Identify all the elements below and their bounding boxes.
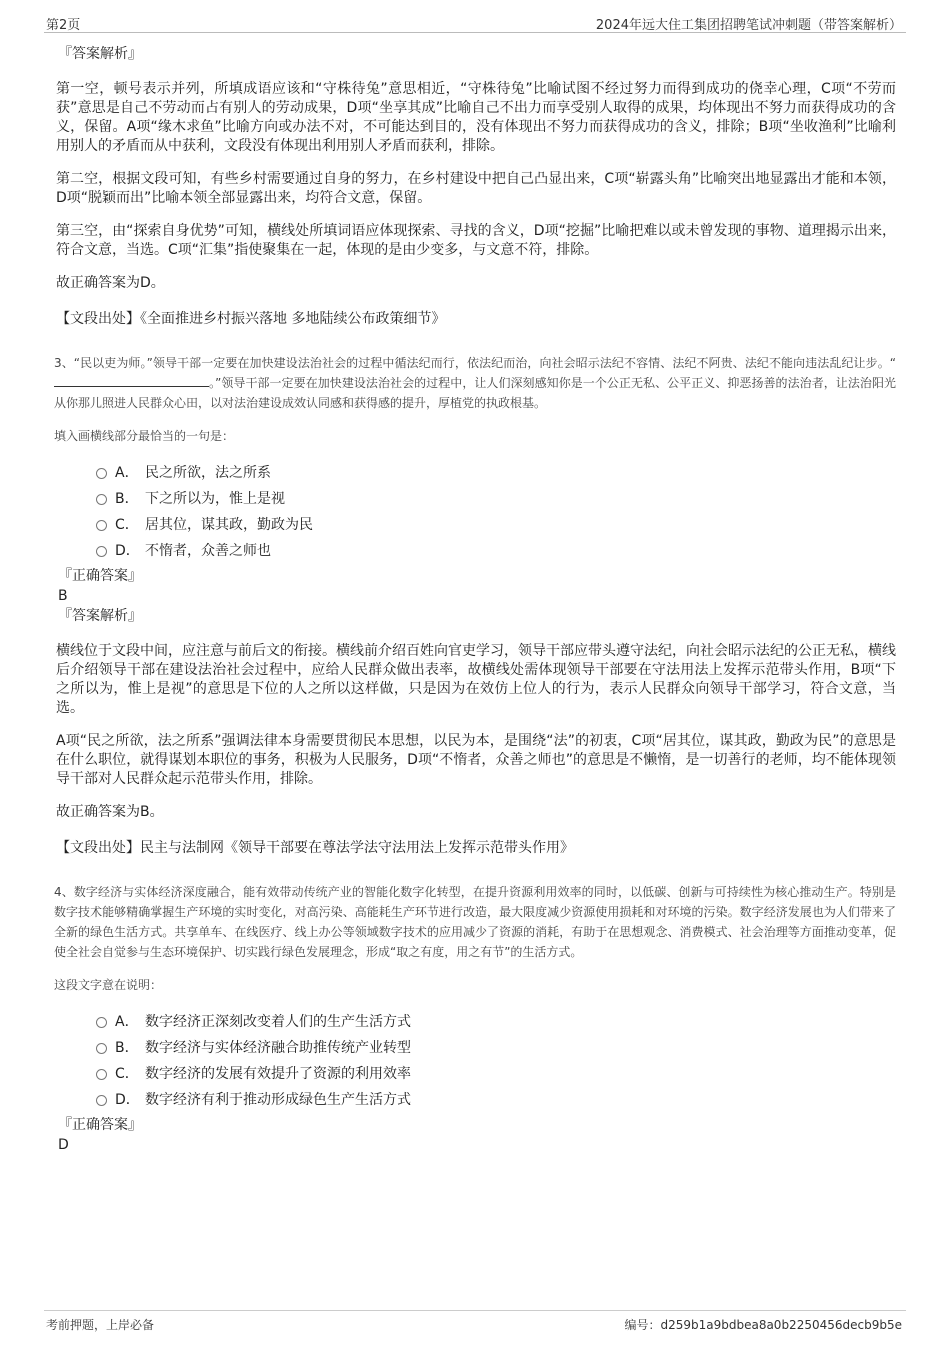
q4-question-text: 4、数字经济与实体经济深度融合，能有效带动传统产业的智能化数字化转型，在提升资源利用效率的同时，以低碳、创新与可持续性为核心推动生产。特别是数字技术能够精确掌握生产环境的实时变化，对高污染、高能耗生产环节进行改造，最大限度减少资源使用损耗和对环境的污染。数字经济发展也为人们带来了全新的绿色生活方式。共享单车、在线医疗、线上办公等领域数字技术的应用减少了资源的消耗，有助于在思想观念、消费模式、社会治理等方面推动变革，促使全社会自觉参与生态环境保护、切实践行绿色发展理念，形成“取之有度，用之有节”的生活方式。 bbox=[54, 885, 896, 959]
radio-icon[interactable] bbox=[96, 494, 107, 505]
page-footer bbox=[44, 1310, 906, 1335]
q4-option-d[interactable]: D． 数字经济有利于推动形成绿色生产生活方式 bbox=[96, 1089, 896, 1115]
q4-option-b[interactable]: B． 数字经济与实体经济融合助推传统产业转型 bbox=[96, 1037, 896, 1063]
q2-source: 【文段出处】《全面推进乡村振兴落地 多地陆续公布政策细节》 bbox=[56, 311, 446, 327]
q4-option-c[interactable]: C． 数字经济的发展有效提升了资源的利用效率 bbox=[96, 1063, 896, 1089]
q3-option-c[interactable]: C． 居其位，谋其政，勤政为民 bbox=[96, 514, 896, 540]
q3-analysis-paragraph-1: 横线位于文段中间，应注意与前后文的衔接。横线前介绍百姓向官吏学习，领导干部应带头遵守法纪，向社会昭示法纪的公正无私，横线后介绍领导干部在建设法治社会过程中，应给人民群众做出表率，故横线处需体现领导干部要在守法用法上发挥示范带头作用，B项“下之所以为，惟上是视”的意思是下位的人之所以这样做，只是因为在效仿上位人的行为，表示人民群众向领导干部学习，符合文意，当选。 bbox=[56, 643, 896, 716]
page-number: 第2页 bbox=[46, 18, 81, 33]
q3-text-before: 3、“民以吏为师。”领导干部一定要在加快建设法治社会的过程中循法纪而行，依法纪而治，向社会昭示法纪不容情、法纪不阿贵、法纪不能向违法乱纪让步。“ bbox=[54, 356, 896, 370]
q2-analysis-paragraph-3: 第三空，由“探索自身优势”可知，横线处所填词语应体现探索、寻找的含义，D项“挖掘”比喻把难以或未曾发现的事物、道理揭示出来，符合文意，当选。C项“汇集”指使聚集在一起，体现的是由少变多，与文意不符，排除。 bbox=[56, 223, 896, 258]
q3-fill-blank bbox=[54, 374, 209, 387]
q4-option-a[interactable]: A． 数字经济正深刻改变着人们的生产生活方式 bbox=[96, 1011, 896, 1037]
q3-correct-heading: 『正确答案』 bbox=[58, 568, 142, 584]
q3-analysis-paragraph-2: A项“民之所欲，法之所系”强调法律本身需要贯彻民本思想，以民为本，是围绕“法”的初衷，C项“居其位，谋其政，勤政为民”的意思是在什么职位，就得谋划本职位的事务，积极为人民服务，D项“不惰者，众善之师也”的意思是不懒惰，是一切善行的老师，均不能体现领导干部对人民群众起示范带头作用，排除。 bbox=[56, 733, 896, 787]
radio-icon[interactable] bbox=[96, 1043, 107, 1054]
document-code bbox=[624, 1316, 902, 1333]
q4-options bbox=[96, 1011, 896, 1115]
page-header bbox=[44, 10, 906, 33]
radio-icon[interactable] bbox=[96, 468, 107, 479]
q2-analysis-heading: 『答案解析』 bbox=[58, 46, 142, 62]
q3-conclusion: 故正确答案为B。 bbox=[56, 804, 164, 820]
page-content bbox=[56, 44, 896, 1155]
q4-ask: 这段文字意在说明： bbox=[54, 978, 163, 992]
radio-icon[interactable] bbox=[96, 1069, 107, 1080]
footer-slogan: 考前押题，上岸必备 bbox=[46, 1318, 155, 1332]
q3-option-d[interactable]: D． 不惰者，众善之师也 bbox=[96, 540, 896, 566]
document-code-label: 编号： bbox=[624, 1318, 661, 1332]
q3-text-after: 。”领导干部一定要在加快建设法治社会的过程中，让人们深刻感知你是一个公正无私、公平正义、抑恶扬善的法治者，让法治阳光从你那儿照进人民群众心田，以对法治建设成效认同感和获得感的提升，厚植党的执政根基。 bbox=[54, 376, 896, 410]
radio-icon[interactable] bbox=[96, 1017, 107, 1028]
q3-analysis-heading: 『答案解析』 bbox=[58, 608, 142, 624]
document-code-value: d259b1a9bdbea8a0b2250456decb9b5e bbox=[660, 1318, 902, 1332]
q2-analysis-paragraph-1: 第一空，顿号表示并列，所填成语应该和“守株待兔”意思相近，“守株待兔”比喻试图不经过努力而得到成功的侥幸心理，C项“不劳而获”意思是自己不劳动而占有别人的劳动成果，D项“坐享其成”比喻自己不出力而享受别人取得的成果，均体现出不努力而获得成功的含义，保留。A项“缘木求鱼”比喻方向或办法不对，不可能达到目的，没有体现出不努力而获得成功的含义，排除；B项“坐收渔利”比喻利用别人的矛盾而从中获利，文段没有体现出利用别人矛盾而获利，排除。 bbox=[56, 81, 896, 154]
q2-conclusion: 故正确答案为D。 bbox=[56, 275, 165, 291]
document-title: 2024年远大住工集团招聘笔试冲刺题（带答案解析） bbox=[595, 18, 902, 33]
q4-correct-answer: D bbox=[58, 1137, 69, 1153]
radio-icon[interactable] bbox=[96, 1095, 107, 1106]
q4-correct-heading: 『正确答案』 bbox=[58, 1117, 142, 1133]
radio-icon[interactable] bbox=[96, 520, 107, 531]
q3-option-b[interactable]: B． 下之所以为，惟上是视 bbox=[96, 488, 896, 514]
q3-option-a[interactable]: A． 民之所欲，法之所系 bbox=[96, 462, 896, 488]
q2-analysis-paragraph-2: 第二空，根据文段可知，有些乡村需要通过自身的努力，在乡村建设中把自己凸显出来，C项“崭露头角”比喻突出地显露出才能和本领，D项“脱颖而出”比喻本领全部显露出来，均符合文意，保留。 bbox=[56, 171, 896, 206]
q3-source: 【文段出处】民主与法制网《领导干部要在尊法学法守法用法上发挥示范带头作用》 bbox=[56, 840, 574, 856]
q3-ask: 填入画横线部分最恰当的一句是： bbox=[54, 429, 235, 443]
radio-icon[interactable] bbox=[96, 546, 107, 557]
q3-options bbox=[96, 462, 896, 566]
q3-question-text bbox=[54, 353, 896, 413]
q3-correct-answer: B bbox=[58, 588, 68, 604]
